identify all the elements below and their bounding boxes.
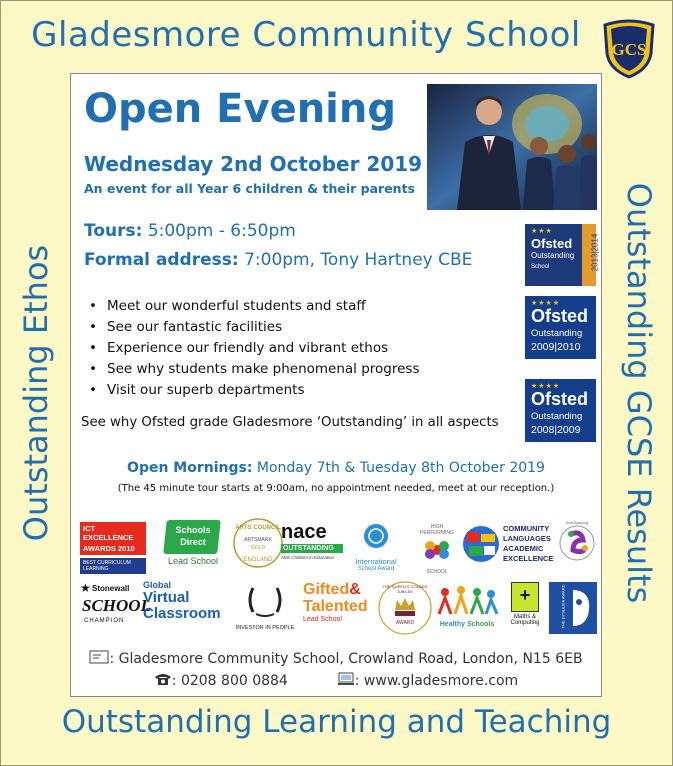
bullet-icon: • — [89, 340, 97, 356]
side-text-left: Outstanding Ethos — [17, 244, 55, 542]
bullet-icon: • — [89, 298, 97, 314]
tour-note: (The 45 minute tour starts at 9:00am, no appointment needed, meet at our reception.) — [117, 483, 555, 494]
anti-bullying-logo: Anti-Bullying — [557, 520, 597, 570]
international-school-award-logo: International School Award — [343, 522, 409, 570]
staff-students-photo — [427, 84, 597, 210]
address-time: 7:00pm, Tony Hartney CBE — [238, 250, 473, 270]
maths-computing-logo: + Maths & Computing — [505, 582, 545, 634]
global-virtual-classroom-logo: Global Virtual Classroom — [143, 580, 221, 622]
stars-icon: ★★★ — [531, 228, 553, 235]
ofsted-badge-2008: ★★★★ Ofsted Outstanding 2008|2009 — [525, 379, 596, 442]
list-item: • Visit our superb departments — [87, 380, 420, 401]
ofsted-badge-2009: ★★★★ Ofsted Outstanding 2009|2010 — [525, 296, 596, 359]
event-date: Wednesday 2nd October 2019 — [84, 152, 423, 176]
community-languages-logo: COMMUNITY LANGUAGES ACADEMIC EXCELLENCE — [461, 522, 553, 572]
bottom-text: Outstanding Learning and Teaching — [61, 704, 612, 740]
address-label: Formal address: — [84, 250, 239, 270]
open-mornings-label: Open Mornings: — [127, 460, 253, 476]
healthy-schools-logo: Healthy Schools — [431, 584, 503, 632]
ict-excellence-logo: ICT EXCELLENCE AWARDS 2010 BEST CURRICULUM LEARNING — [80, 522, 146, 566]
tours-line — [84, 221, 296, 241]
arts-council-logo: ARTS COUNCIL ARTSMARK GOLD ENGLAND — [231, 517, 285, 573]
list-item: • See why students make phenomenal progress — [87, 359, 420, 380]
list-item: • See our fantastic facilities — [87, 317, 420, 338]
stonewall-logo: ★ Stonewall SCHOOL CHAMPION — [80, 581, 151, 624]
high-performing-school-logo: HIGH PERFORMING SCHOOL — [420, 524, 454, 575]
list-item: • Meet our wonderful students and staff — [87, 296, 420, 317]
tours-time: 5:00pm - 6:50pm — [142, 221, 296, 241]
contact-phone-web — [71, 672, 601, 690]
bullet-icon: • — [89, 361, 97, 377]
address-text: : Gladesmore Community School, Crowland Road, London, N15 6EB — [109, 651, 583, 667]
ofsted-statement: See why Ofsted grade Gladesmore ‘Outstanding’ in all aspects — [81, 415, 499, 430]
bullet-icon: • — [89, 382, 97, 398]
phone-icon — [154, 672, 172, 690]
gifted-talented-logo: Gifted& Talented Lead School — [303, 581, 368, 623]
website-link[interactable]: : www.gladesmore.com — [354, 673, 519, 689]
investor-in-people-logo: INVESTOR IN PEOPLE — [233, 582, 297, 634]
contact-address — [71, 650, 601, 668]
school-name-heading: Gladesmore Community School — [31, 15, 581, 55]
nace-logo: nace OUTSTANDING Able Children in Education — [281, 522, 343, 570]
stars-icon: ★★★★ — [531, 300, 561, 307]
event-audience: An event for all Year 6 children & their parents — [84, 181, 415, 196]
computer-icon — [337, 672, 355, 690]
svg-text:GCS: GCS — [611, 40, 647, 59]
address-card-icon — [89, 650, 109, 668]
school-crest-logo — [601, 19, 657, 79]
feature-list — [87, 296, 420, 401]
tours-label: Tours: — [84, 221, 143, 241]
side-text-right: Outstanding GCSE Results — [620, 182, 658, 604]
schools-direct-logo: Schools Direct Lead School — [161, 520, 225, 570]
bullet-icon: • — [89, 319, 97, 335]
open-mornings-line — [71, 460, 601, 476]
address-line — [84, 250, 472, 270]
open-mornings-dates: Monday 7th & Tuesday 8th October 2019 — [252, 460, 545, 476]
poster-title: Open Evening — [84, 86, 396, 132]
poster-panel — [70, 73, 602, 697]
ofsted-badge-2013: ★★★ Ofsted Outstanding School 2013|2014 — [525, 224, 596, 286]
phone-text: : 0208 800 0884 — [171, 673, 288, 689]
queens-golden-jubilee-logo: THE QUEEN'S GOLDEN JUBILEE AWARD — [377, 580, 433, 636]
stars-icon: ★★★★ — [531, 383, 561, 390]
dyslexia-award-logo: THE DYSLEXIA AWARD — [549, 582, 597, 634]
list-item: • Experience our friendly and vibrant ethos — [87, 338, 420, 359]
